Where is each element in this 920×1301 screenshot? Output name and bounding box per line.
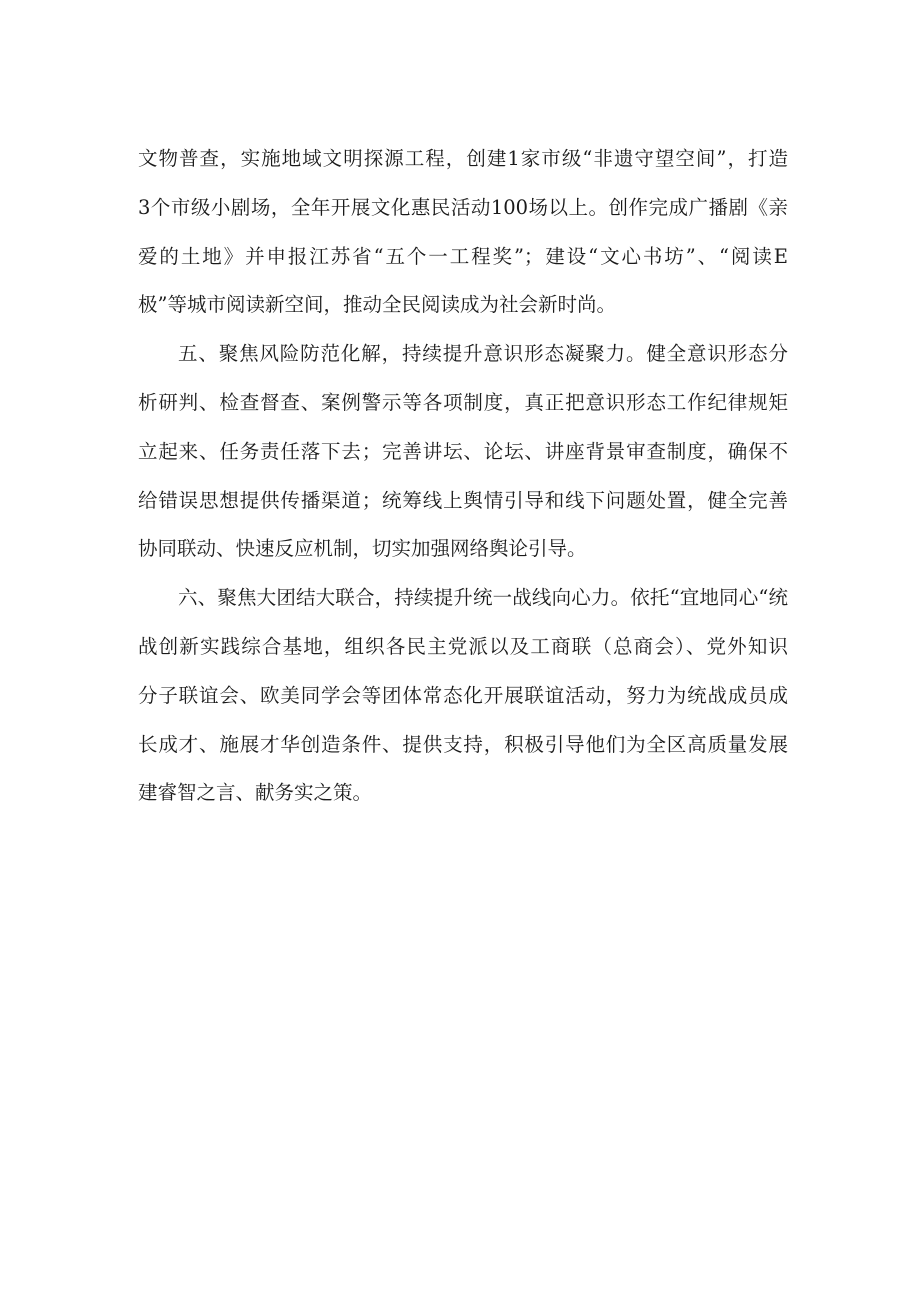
paragraph-five xyxy=(138,330,788,574)
text-line: 3个市级小剧场，全年开展文化惠民活动100场以上。创作完成广播剧《亲 xyxy=(138,195,788,219)
text-line: 分子联谊会、欧美同学会等团体常态化开展联谊活动，努力为统战成员成 xyxy=(138,683,788,707)
text-line: 长成才、施展才华创造条件、提供支持，积极引导他们为全区高质量发展 xyxy=(138,732,788,756)
document-body xyxy=(138,135,788,818)
paragraph-culture-continued xyxy=(138,135,788,330)
text-line: 爱的土地》并申报江苏省“五个一工程奖”；建设“文心书坊”、“阅读E xyxy=(138,244,788,268)
text-line: 协同联动、快速反应机制，切实加强网络舆论引导。 xyxy=(138,537,587,561)
text-line: 给错误思想提供传播渠道；统筹线上舆情引导和线下问题处置，健全完善 xyxy=(138,488,788,512)
text-line: 极”等城市阅读新空间，推动全民阅读成为社会新时尚。 xyxy=(138,293,616,317)
paragraph-six xyxy=(138,574,788,818)
text-line: 立起来、任务责任落下去；完善讲坛、论坛、讲座背景审查制度，确保不 xyxy=(138,439,788,463)
text-line: 六、聚焦大团结大联合，持续提升统一战线向心力。依托“宜地同心“统 xyxy=(178,586,788,610)
text-line: 五、聚焦风险防范化解，持续提升意识形态凝聚力。健全意识形态分 xyxy=(178,342,788,366)
text-line: 战创新实践综合基地，组织各民主党派以及工商联（总商会）、党外知识 xyxy=(138,634,788,658)
text-line: 文物普查，实施地域文明探源工程，创建1家市级“非遗守望空间”，打造 xyxy=(138,147,788,170)
text-line: 建睿智之言、献务实之策。 xyxy=(138,781,373,805)
text-line: 析研判、检查督查、案例警示等各项制度，真正把意识形态工作纪律规矩 xyxy=(138,390,788,414)
